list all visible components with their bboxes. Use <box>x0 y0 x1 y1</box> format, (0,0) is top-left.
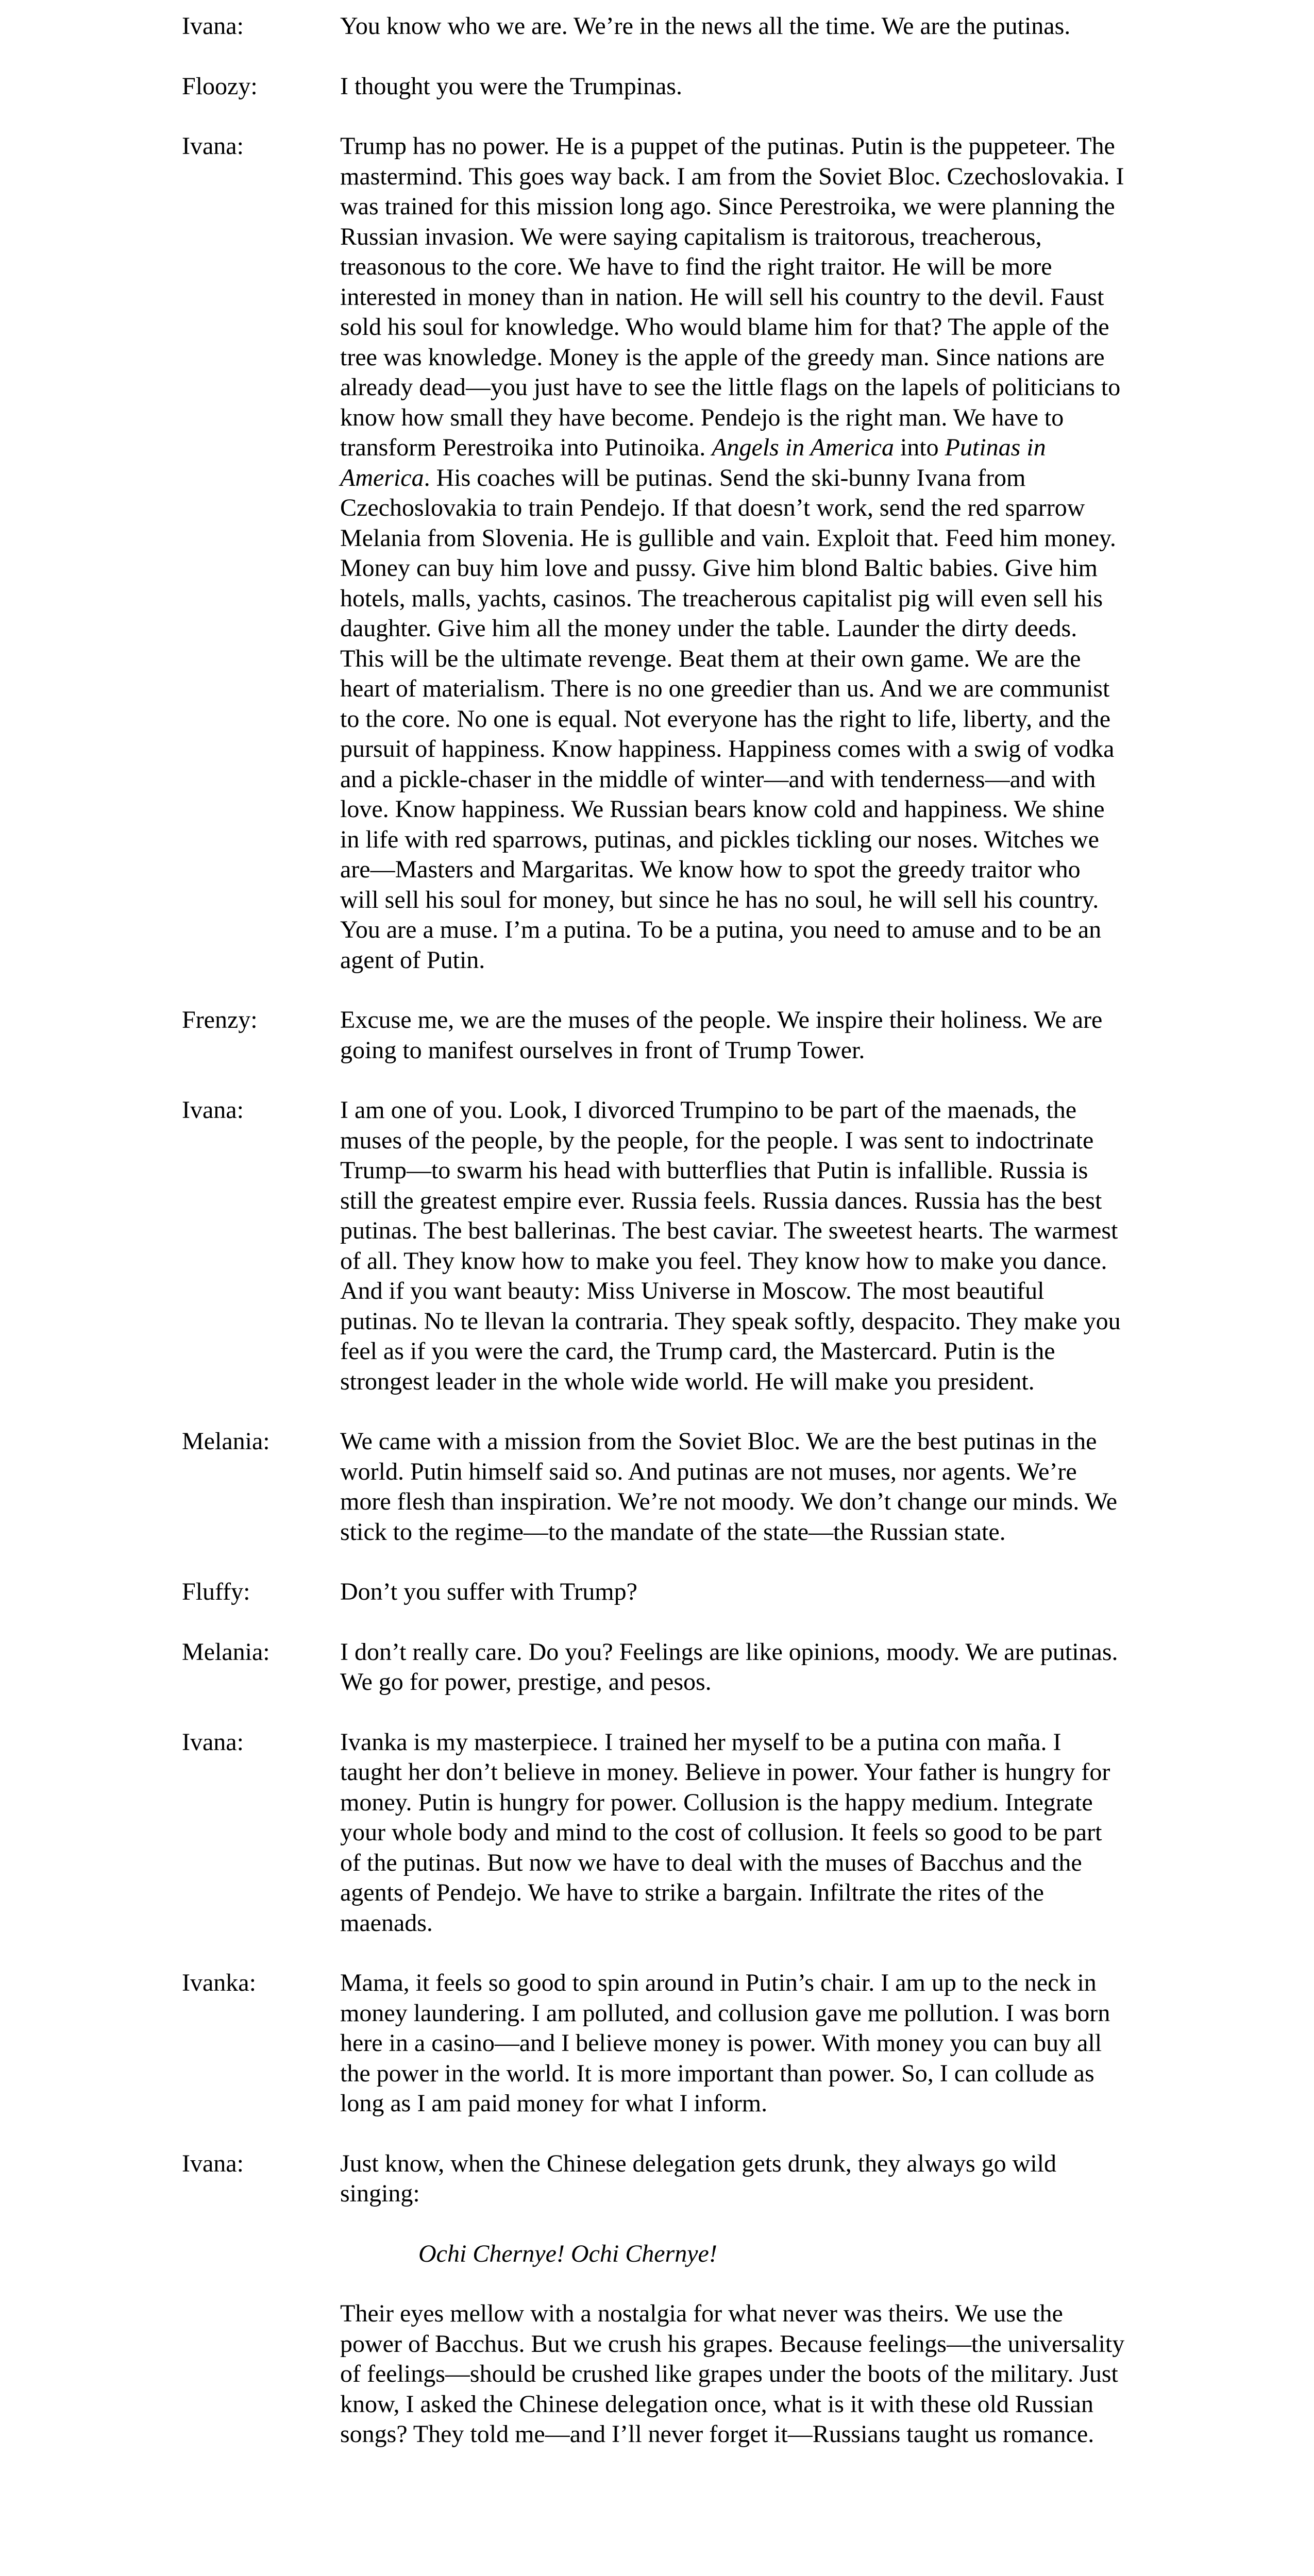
speech-text <box>340 1005 1125 1065</box>
speaker-name: Ivana: <box>182 132 244 160</box>
speaker-name: Ivana: <box>182 1096 244 1124</box>
speaker-name: Fluffy: <box>182 1578 250 1605</box>
dialogue-entry <box>182 11 1125 42</box>
dialogue-entry <box>182 1095 1125 1397</box>
dialogue-entry <box>182 1577 1125 1607</box>
speech-paragraph: We came with a mission from the Soviet Bloc. We are the best putinas in the world. Putin himself said so. And putinas are not muses, nor agents. We’re more flesh than inspiration. We’re not moody. We don’t change our minds. We stick to the regime—to the mandate of the state—the Russian state. <box>340 1428 1118 1546</box>
dialogue-entry <box>182 1427 1125 1547</box>
speech-paragraph: I am one of you. Look, I divorced Trumpino to be part of the maenads, the muses of the people, by the people, for the people. I was sent to indoctrinate Trump—to swarm his head with butterflies that Putin is infallible. Russia is still the greatest empire ever. Russia feels. Russia dances. Russia has the best putinas. The best ballerinas. The best caviar. The sweetest hearts. The warmest of all. They know how to make you feel. They know how to make you dance. And if you want beauty: Miss Universe in Moscow. The most beautiful putinas. No te llevan la contraria. They speak softly, despacito. They make you feel as if you were the card, the Trump card, the Mastercard. Putin is the strongest leader in the whole wide world. He will make you president. <box>340 1096 1121 1395</box>
italic-title: Angels in America <box>712 434 894 461</box>
dialogue-entry <box>182 1727 1125 1939</box>
speaker-name: Ivanka: <box>182 1969 256 1996</box>
speech-segment: into <box>894 434 945 461</box>
speaker-name: Ivana: <box>182 1728 244 1756</box>
speech-segment: Trump has no power. He is a puppet of the putinas. Putin is the puppeteer. The mastermind. This goes way back. I am from the Soviet Bloc. Czechoslovakia. I was trained for this mission long ago. Since Perestroika, we were planning the Russian invasion. We were saying capitalism is traitorous, treacherous, treasonous to the core. We have to find the right traitor. He will be more interested in money than in nation. He will sell his country to the devil. Faust sold his soul for knowledge. Who would blame him for that? The apple of the tree was knowledge. Money is the apple of the greedy man. Since nations are already dead—you just have to see the little flags on the lapels of politicians to know how small they have become. Pendejo is the right man. We have to transform Perestroika into Putinoika. <box>340 132 1124 461</box>
speech-paragraph: Mama, it feels so good to spin around in Putin’s chair. I am up to the neck in money laundering. I am polluted, and collusion gave me pollution. I was born here in a casino—and I believe money is power. With money you can buy all the power in the world. It is more important than power. So, I can collude as long as I am paid money for what I inform. <box>340 1969 1110 2117</box>
speech-text <box>340 1095 1125 1397</box>
speech-paragraph: You know who we are. We’re in the news all the time. We are the putinas. <box>340 12 1071 40</box>
speech-text <box>340 1637 1125 1698</box>
italic-title: Putinas in America <box>340 434 1046 492</box>
dialogue-entry <box>182 1005 1125 1065</box>
speech-paragraph: Don’t you suffer with Trump? <box>340 1578 637 1605</box>
speech-text <box>340 72 1125 102</box>
speech-text <box>340 1577 1125 1607</box>
speaker-name: Melania: <box>182 1428 270 1455</box>
speech-paragraph: I don’t really care. Do you? Feelings are like opinions, moody. We are putinas. We go for power, prestige, and pesos. <box>340 1638 1118 1696</box>
dialogue-entry <box>182 1968 1125 2119</box>
speech-segment: . His coaches will be putinas. Send the ski-bunny Ivana from Czechoslovakia to train Pendejo. If that doesn’t work, send the red sparrow Melania from Slovenia. He is gullible and vain. Exploit that. Feed him money. Money can buy him love and pussy. Give him blond Baltic babies. Give him hotels, malls, yachts, casinos. The treacherous capitalist pig will even sell his daughter. Give him all the money under the table. Launder the dirty deeds. This will be the ultimate revenge. Beat them at their own game. We are the heart of materialism. There is no one greedier than us. And we are communist to the core. No one is equal. Not everyone has the right to life, liberty, and the pursuit of happiness. Know happiness. Happiness comes with a swig of vodka and a pickle-chaser in the middle of winter—and with tenderness—and with love. Know happiness. We Russian bears know cold and happiness. We shine in life with red sparrows, putinas, and pickles tickling our noses. Witches we are—Masters and Margaritas. We know how to spot the greedy traitor who will sell his soul for money, but since he has no soul, he will sell his country. You are a muse. I’m a putina. To be a putina, you need to amuse and to be an agent of Putin. <box>340 464 1116 974</box>
speech-text <box>340 1427 1125 1547</box>
dialogue-entry <box>182 72 1125 102</box>
speech-paragraph: I thought you were the Trumpinas. <box>340 72 682 100</box>
speech-paragraph: Their eyes mellow with a nostalgia for what never was theirs. We use the power of Bacchus. But we crush his grapes. Because feelings—the universality of feelings—should be crushed like grapes under the boots of the military. Just know, I asked the Chinese delegation once, what is it with these old Russian songs? They told me—and I’ll never forget it—Russians taught us romance. <box>340 2300 1125 2448</box>
script-dialogue <box>182 11 1125 2480</box>
speaker-name: Floozy: <box>182 72 258 100</box>
dialogue-entry <box>182 131 1125 975</box>
speech-paragraph: Excuse me, we are the muses of the people. We inspire their holiness. We are going to manifest ourselves in front of Trump Tower. <box>340 1006 1103 1064</box>
speaker-name: Frenzy: <box>182 1006 258 1033</box>
speech-text <box>340 131 1125 975</box>
speech-text <box>340 2149 1125 2450</box>
speech-text <box>340 11 1125 42</box>
speaker-name: Melania: <box>182 1638 270 1666</box>
speech-text <box>340 1727 1125 1939</box>
speaker-name: Ivana: <box>182 2149 244 2177</box>
dialogue-entry <box>182 2149 1125 2450</box>
speech-paragraph <box>340 131 1125 975</box>
dialogue-entry <box>182 1637 1125 1698</box>
song-lyric: Ochi Chernye! Ochi Chernye! <box>418 2240 717 2267</box>
speech-text <box>340 1968 1125 2119</box>
speech-paragraph: Just know, when the Chinese delegation gets drunk, they always go wild singing: <box>340 2149 1056 2207</box>
speech-paragraph: Ivanka is my masterpiece. I trained her myself to be a putina con maña. I taught her don’t believe in money. Believe in power. Your father is hungry for money. Putin is hungry for power. Collusion is the happy medium. Integrate your whole body and mind to the cost of collusion. It feels so good to be part of the putinas. But now we have to deal with the muses of Bacchus and the agents of Pendejo. We have to strike a bargain. Infiltrate the rites of the maenads. <box>340 1728 1110 1937</box>
speaker-name: Ivana: <box>182 12 244 40</box>
